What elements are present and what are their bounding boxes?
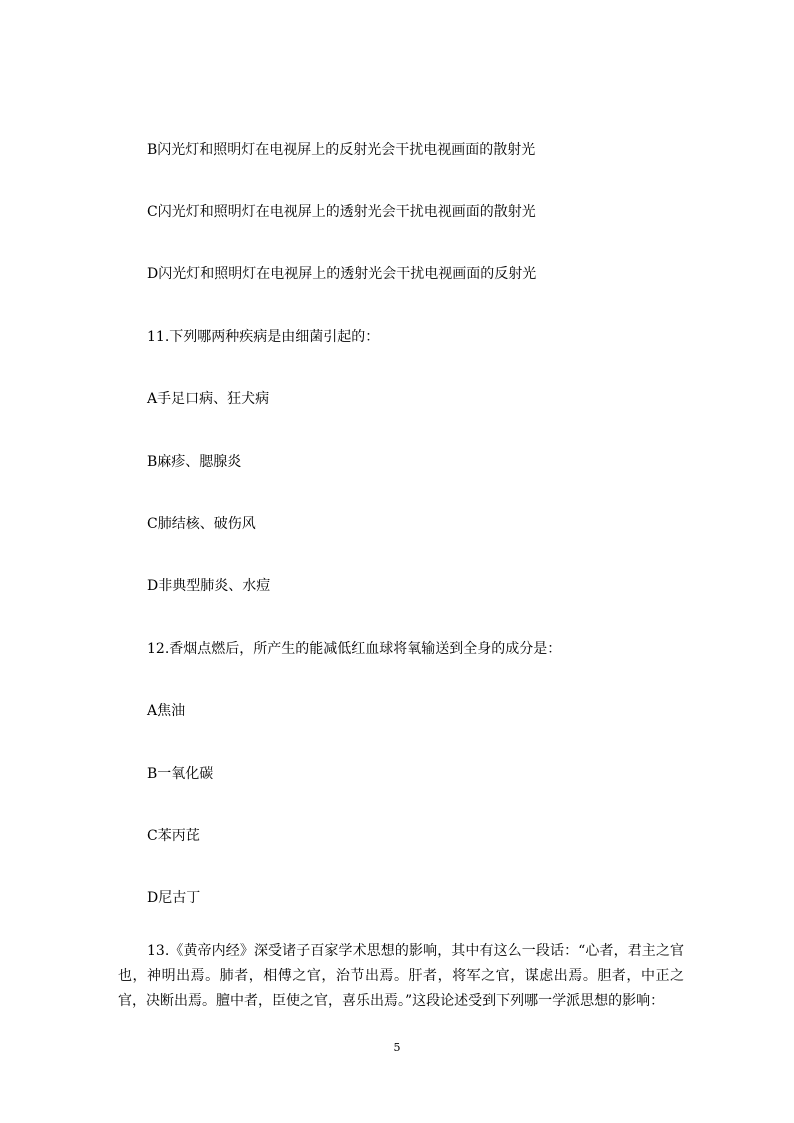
option-a-q12: A焦油 <box>147 703 186 719</box>
option-d-q12: D尼古丁 <box>147 890 201 906</box>
page-number: 5 <box>393 1041 401 1054</box>
option-c-q11: C肺结核、破伤风 <box>147 516 256 532</box>
option-a-q11: A手足口病、狂犬病 <box>147 391 270 407</box>
question-11: 11.下列哪两种疾病是由细菌引起的： <box>147 329 380 345</box>
option-b-q12: B一氧化碳 <box>147 766 214 782</box>
question-13: 13.《黄帝内经》深受诸子百家学术思想的影响，其中有这么一段话：“心者，君主之官也，神明出焉。肺者，相傅之官，治节出焉。肝者，将军之官，谋虑出焉。胆者，中正之官，决断出焉。膻中者，臣使之官，喜乐出焉。”这段论述受到下列哪一学派思想的影响： <box>118 943 684 1009</box>
option-b-q10: B闪光灯和照明灯在电视屏上的反射光会干扰电视画面的散射光 <box>147 142 536 158</box>
option-d-q10: D闪光灯和照明灯在电视屏上的透射光会干扰电视画面的反射光 <box>147 266 537 282</box>
option-c-q12: C苯丙芘 <box>147 828 200 844</box>
question-12: 12.香烟点燃后，所产生的能减低红血球将氧输送到全身的成分是： <box>147 641 562 657</box>
option-c-q10: C闪光灯和照明灯在电视屏上的透射光会干扰电视画面的散射光 <box>147 204 536 220</box>
option-d-q11: D非典型肺炎、水痘 <box>147 578 271 594</box>
option-b-q11: B麻疹、腮腺炎 <box>147 454 242 470</box>
